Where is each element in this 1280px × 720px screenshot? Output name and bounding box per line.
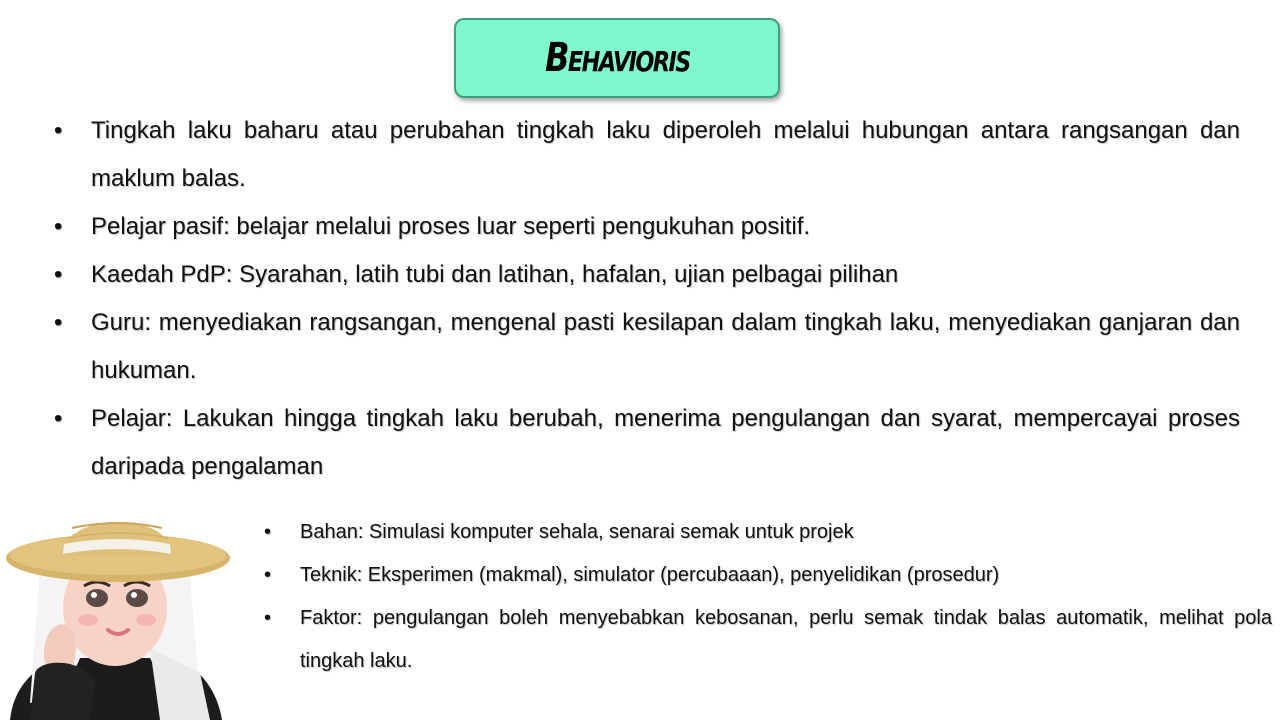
slide-title: Behavioris — [544, 35, 690, 81]
bullet-icon: • — [54, 261, 63, 288]
main-bullet-item — [50, 395, 1240, 491]
bullet-icon: • — [54, 405, 63, 432]
main-bullet-text: Pelajar pasif: belajar melalui proses luar seperti pengukuhan positif. — [91, 213, 811, 240]
bullet-icon: • — [54, 309, 63, 336]
sub-bullet-item — [262, 597, 1272, 683]
bullet-icon: • — [54, 213, 63, 240]
main-bullet-text: Kaedah PdP: Syarahan, latih tubi dan latihan, hafalan, ujian pelbagai pilihan — [91, 261, 899, 288]
main-bullet-text: Pelajar: Lakukan hingga tingkah laku berubah, menerima pengulangan dan syarat, mempercayai proses daripada pengalaman — [91, 405, 1240, 480]
main-bullet-item — [50, 203, 1240, 251]
sub-bullet-item — [262, 511, 1272, 554]
sub-bullet-text: Teknik: Eksperimen (makmal), simulator (percubaaan), penyelidikan (prosedur) — [300, 564, 1000, 586]
main-bullet-text: Tingkah laku baharu atau perubahan tingkah laku diperoleh melalui hubungan antara rangsangan dan maklum balas. — [91, 117, 1240, 192]
sub-bullet-item — [262, 554, 1272, 597]
main-bullet-item — [50, 251, 1240, 299]
sub-bullet-text: Faktor: pengulangan boleh menyebabkan kebosanan, perlu semak tindak balas automatik, melihat pola tingkah laku. — [300, 607, 1272, 672]
bullet-icon: • — [264, 607, 272, 629]
avatar-icon — [0, 498, 240, 720]
title-box — [454, 18, 780, 98]
sub-bullet-text: Bahan: Simulasi komputer sehala, senarai semak untuk projek — [300, 521, 854, 543]
main-bullet-text: Guru: menyediakan rangsangan, mengenal pasti kesilapan dalam tingkah laku, menyediakan ganjaran dan hukuman. — [91, 309, 1240, 384]
main-bullet-item — [50, 299, 1240, 395]
sub-bullet-list — [262, 511, 1272, 683]
bullet-icon: • — [54, 117, 63, 144]
main-bullet-item — [50, 107, 1240, 203]
bullet-icon: • — [264, 564, 272, 586]
main-bullet-list — [50, 107, 1240, 491]
bullet-icon: • — [264, 521, 272, 543]
